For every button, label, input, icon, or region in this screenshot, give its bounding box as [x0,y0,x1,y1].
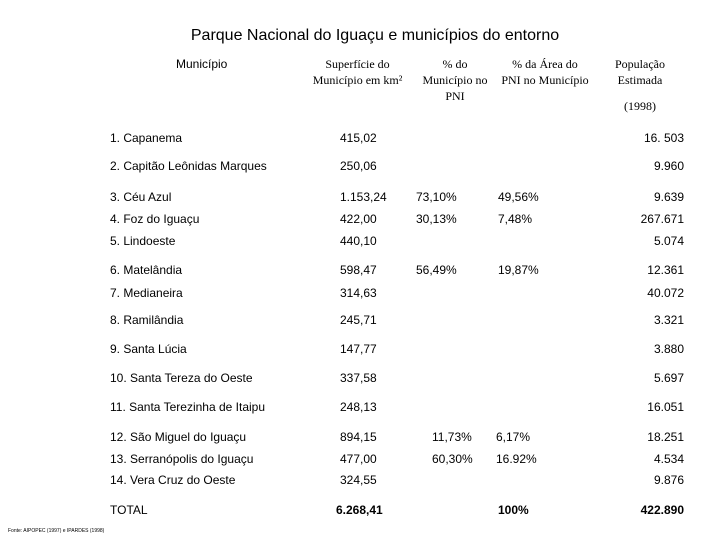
area-km2: 248,13 [340,400,377,414]
municipio-name: 7. Medianeira [110,286,183,300]
header-pct-area-line1: % da Área do [512,57,578,71]
population: 3.321 [653,313,684,327]
population: 3.880 [653,342,684,356]
total-row [0,503,720,523]
municipio-name: 4. Foz do Iguaçu [110,212,200,226]
table-row [0,473,720,493]
area-km2: 422,00 [340,212,377,226]
municipio-name: 14. Vera Cruz do Oeste [110,473,236,487]
table-row [0,371,720,391]
source-footnote: Fonte: AIPOPEC (1997) e IPARDES (1998) [8,528,105,534]
municipio-name: 6. Matelândia [110,263,183,277]
pct-pni-in-municipio: 19,87% [498,263,539,277]
header-populacao-year: (1998) [624,99,656,113]
municipio-name: 12. São Miguel do Iguaçu [110,430,247,444]
table-row [0,452,720,472]
table-row [0,313,720,333]
table-row [0,400,720,420]
population: 9.876 [653,473,684,487]
header-pct-municipio-line2: Município no [422,73,488,87]
table-row [0,190,720,210]
pct-municipio-in-pni: 30,13% [416,212,457,226]
area-km2: 314,63 [340,286,377,300]
area-km2: 440,10 [340,234,377,248]
municipio-name: 8. Ramilândia [110,313,184,327]
area-km2: 598,47 [340,263,377,277]
pct-pni-in-municipio: 16.92% [496,452,537,466]
pct-municipio-in-pni: 56,49% [416,263,457,277]
table-row [0,159,720,179]
header-populacao [604,56,676,88]
header-populacao-line2: Estimada [617,73,663,87]
population: 16.051 [647,400,684,414]
pct-municipio-in-pni: 11,73% [432,430,472,444]
header-pct-area [494,56,596,88]
pct-pni-in-municipio: 6,17% [496,430,531,444]
population: 4.534 [653,452,684,466]
table-row [0,342,720,362]
pct-municipio-in-pni: 73,10% [416,190,457,204]
header-pct-municipio [416,56,494,104]
header-municipio: Município [176,57,228,71]
total-population: 422.890 [640,503,684,517]
header-pct-municipio-line1: % do [442,57,468,71]
population: 9.960 [653,159,684,173]
table-row [0,430,720,450]
population: 12.361 [647,263,684,277]
population: 267.671 [640,212,684,226]
header-superficie: Superfície do Município em km² [312,57,403,87]
municipio-name: 11. Santa Terezinha de Itaipu [110,400,266,414]
table-row [0,212,720,232]
municipio-name: 13. Serranópolis do Iguaçu [110,452,254,466]
pct-municipio-in-pni: 60,30% [432,452,473,466]
table-row [0,286,720,306]
population: 16. 503 [643,131,684,145]
municipio-name: 3. Céu Azul [110,190,172,204]
pct-pni-in-municipio: 7,48% [498,212,533,226]
area-km2: 1.153,24 [340,190,387,204]
header-populacao-line1: População [615,57,665,71]
total-pct-area: 100% [498,503,529,517]
total-area: 6.268,41 [336,503,383,517]
page-title: Parque Nacional do Iguaçu e municípios do entorno [190,27,560,44]
population: 40.072 [647,286,684,300]
municipio-name: 1. Capanema [110,131,183,145]
municipio-name: 5. Lindoeste [110,234,176,248]
total-label: TOTAL [110,503,148,517]
municipio-name: 2. Capitão Leônidas Marques [110,159,267,173]
area-km2: 477,00 [340,452,377,466]
municipio-name: 10. Santa Tereza do Oeste [110,371,253,385]
area-km2: 324,55 [340,473,377,487]
population: 5.074 [653,234,684,248]
area-km2: 894,15 [340,430,377,444]
table-row [0,234,720,254]
pct-pni-in-municipio: 49,56% [498,190,539,204]
population: 5.697 [653,371,684,385]
area-km2: 245,71 [340,313,377,327]
table-row [0,263,720,283]
population: 9.639 [653,190,684,204]
population: 18.251 [647,430,684,444]
area-km2: 337,58 [340,371,377,385]
area-km2: 250,06 [340,159,377,173]
area-km2: 415,02 [340,131,377,145]
header-pct-area-line2: PNI no Município [501,73,589,87]
header-pct-municipio-line3: PNI [445,89,465,103]
municipio-name: 9. Santa Lúcia [110,342,187,356]
area-km2: 147,77 [340,342,377,356]
table-row [0,131,720,151]
